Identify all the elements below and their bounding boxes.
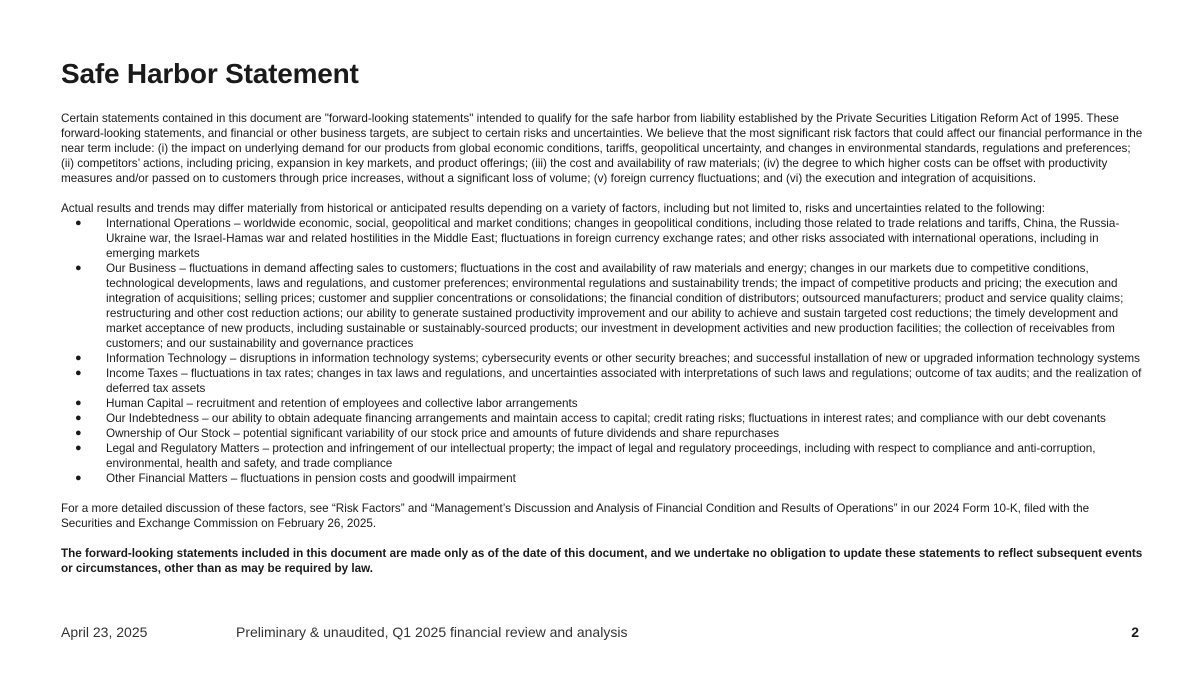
list-item <box>61 396 1143 411</box>
list-item-text: Income Taxes – fluctuations in tax rates; changes in tax laws and regulations, and uncertainties associated with interpretations of such laws and regulations; outcome of tax audits; and the realization of deferred tax assets <box>106 367 1142 395</box>
list-item-text: Human Capital – recruitment and retention of employees and collective labor arrangements <box>106 397 578 410</box>
bullet-icon: ● <box>75 367 82 379</box>
list-item-text: Legal and Regulatory Matters – protection and infringement of our intellectual property; the impact of legal and regulatory proceedings, including with respect to compliance and anti-corruption, environmental, health and safety, and trade compliance <box>106 442 1096 470</box>
intro-paragraph: Certain statements contained in this document are "forward-looking statements" intended to qualify for the safe harbor from liability established by the Private Securities Litigation Reform Act of 1995. These forward-looking statements, and financial or other business targets, are subject to certain risks and uncertainties. We believe that the most significant risk factors that could affect our financial performance in the near term include: (i) the impact on underlying demand for our products from global economic conditions, tariffs, geopolitical uncertainty, and changes in environmental standards, regulations and preferences; (ii) competitors’ actions, including pricing, expansion in key markets, and product offerings; (iii) the cost and availability of raw materials; (iv) the degree to which higher costs can be offset with productivity measures and/or passed on to customers through price increases, without a significant loss of volume; (v) foreign currency fluctuations; and (vi) the execution and integration of acquisitions. <box>61 112 1143 185</box>
page-title: Safe Harbor Statement <box>61 58 359 89</box>
list-item <box>61 411 1143 426</box>
list-item-text: Information Technology – disruptions in information technology systems; cybersecurity events or other security breaches; and successful installation of new or upgraded information technology systems <box>106 352 1141 365</box>
list-item-text: Our Business – fluctuations in demand affecting sales to customers; fluctuations in the cost and availability of raw materials and energy; changes in our markets due to competitive conditions, technological developments, laws and regulations, and customer preferences; environmental regulations and sustainability trends; the impact of competitive products and pricing; the execution and integration of acquisitions; selling prices; customer and supplier concentrations or consolidations; the financial condition of distributors; outsourced manufacturers; product and service quality claims; restructuring and other cost reduction actions; our ability to generate sustained productivity improvement and our ability to achieve and sustain targeted cost reductions; the timely development and market acceptance of new products, including sustainable or sustainably-sourced products; our investment in development activities and new production facilities; the collection of receivables from customers; and our sustainability and governance practices <box>106 262 1124 350</box>
bullet-icon: ● <box>75 472 82 484</box>
list-item <box>61 216 1143 261</box>
bullet-icon: ● <box>75 442 82 454</box>
list-item <box>61 471 1143 486</box>
statement-body <box>61 111 1143 576</box>
bullet-icon: ● <box>75 217 82 229</box>
paragraph-spacer <box>61 486 1143 501</box>
bullet-icon: ● <box>75 352 82 364</box>
bullet-icon: ● <box>75 412 82 424</box>
bullet-icon: ● <box>75 397 82 409</box>
bullet-icon: ● <box>75 262 82 274</box>
disclaimer-paragraph: The forward-looking statements included in this document are made only as of the date of this document, and we undertake no obligation to update these statements to reflect subsequent events or circumstances, other than as may be required by law. <box>61 547 1143 575</box>
discussion-paragraph: For a more detailed discussion of these factors, see “Risk Factors” and “Management’s Discussion and Analysis of Financial Condition and Results of Operations” in our 2024 Form 10-K, filed with the Securities and Exchange Commission on February 26, 2025. <box>61 502 1090 530</box>
footer-description: Preliminary & unaudited, Q1 2025 financial review and analysis <box>236 624 628 640</box>
list-item <box>61 351 1143 366</box>
list-item-text: Other Financial Matters – fluctuations in pension costs and goodwill impairment <box>106 472 516 485</box>
list-item-text: Ownership of Our Stock – potential significant variability of our stock price and amounts of future dividends and share repurchases <box>106 427 780 440</box>
list-item <box>61 366 1143 396</box>
risk-factors-list <box>61 216 1143 486</box>
page-number: 2 <box>1131 624 1139 640</box>
footer-date: April 23, 2025 <box>61 624 148 640</box>
list-item-text: International Operations – worldwide economic, social, geopolitical and market conditions; changes in geopolitical conditions, including those related to trade relations and tariffs, China, the Russia-Ukraine war, the Israel-Hamas war and related hostilities in the Middle East; fluctuations in foreign currency exchange rates; and other risks associated with international operations, including in emerging markets <box>106 217 1120 260</box>
list-item-text: Our Indebtedness – our ability to obtain adequate financing arrangements and maintain access to capital; credit rating risks; fluctuations in interest rates; and compliance with our debt covenants <box>106 412 1106 425</box>
paragraph-spacer <box>61 186 1143 201</box>
paragraph-spacer <box>61 531 1143 546</box>
factors-lead-paragraph: Actual results and trends may differ materially from historical or anticipated results depending on a variety of factors, including but not limited to, risks and uncertainties related to the following: <box>61 202 1045 215</box>
list-item <box>61 441 1143 471</box>
bullet-icon: ● <box>75 427 82 439</box>
list-item <box>61 426 1143 441</box>
list-item <box>61 261 1143 351</box>
